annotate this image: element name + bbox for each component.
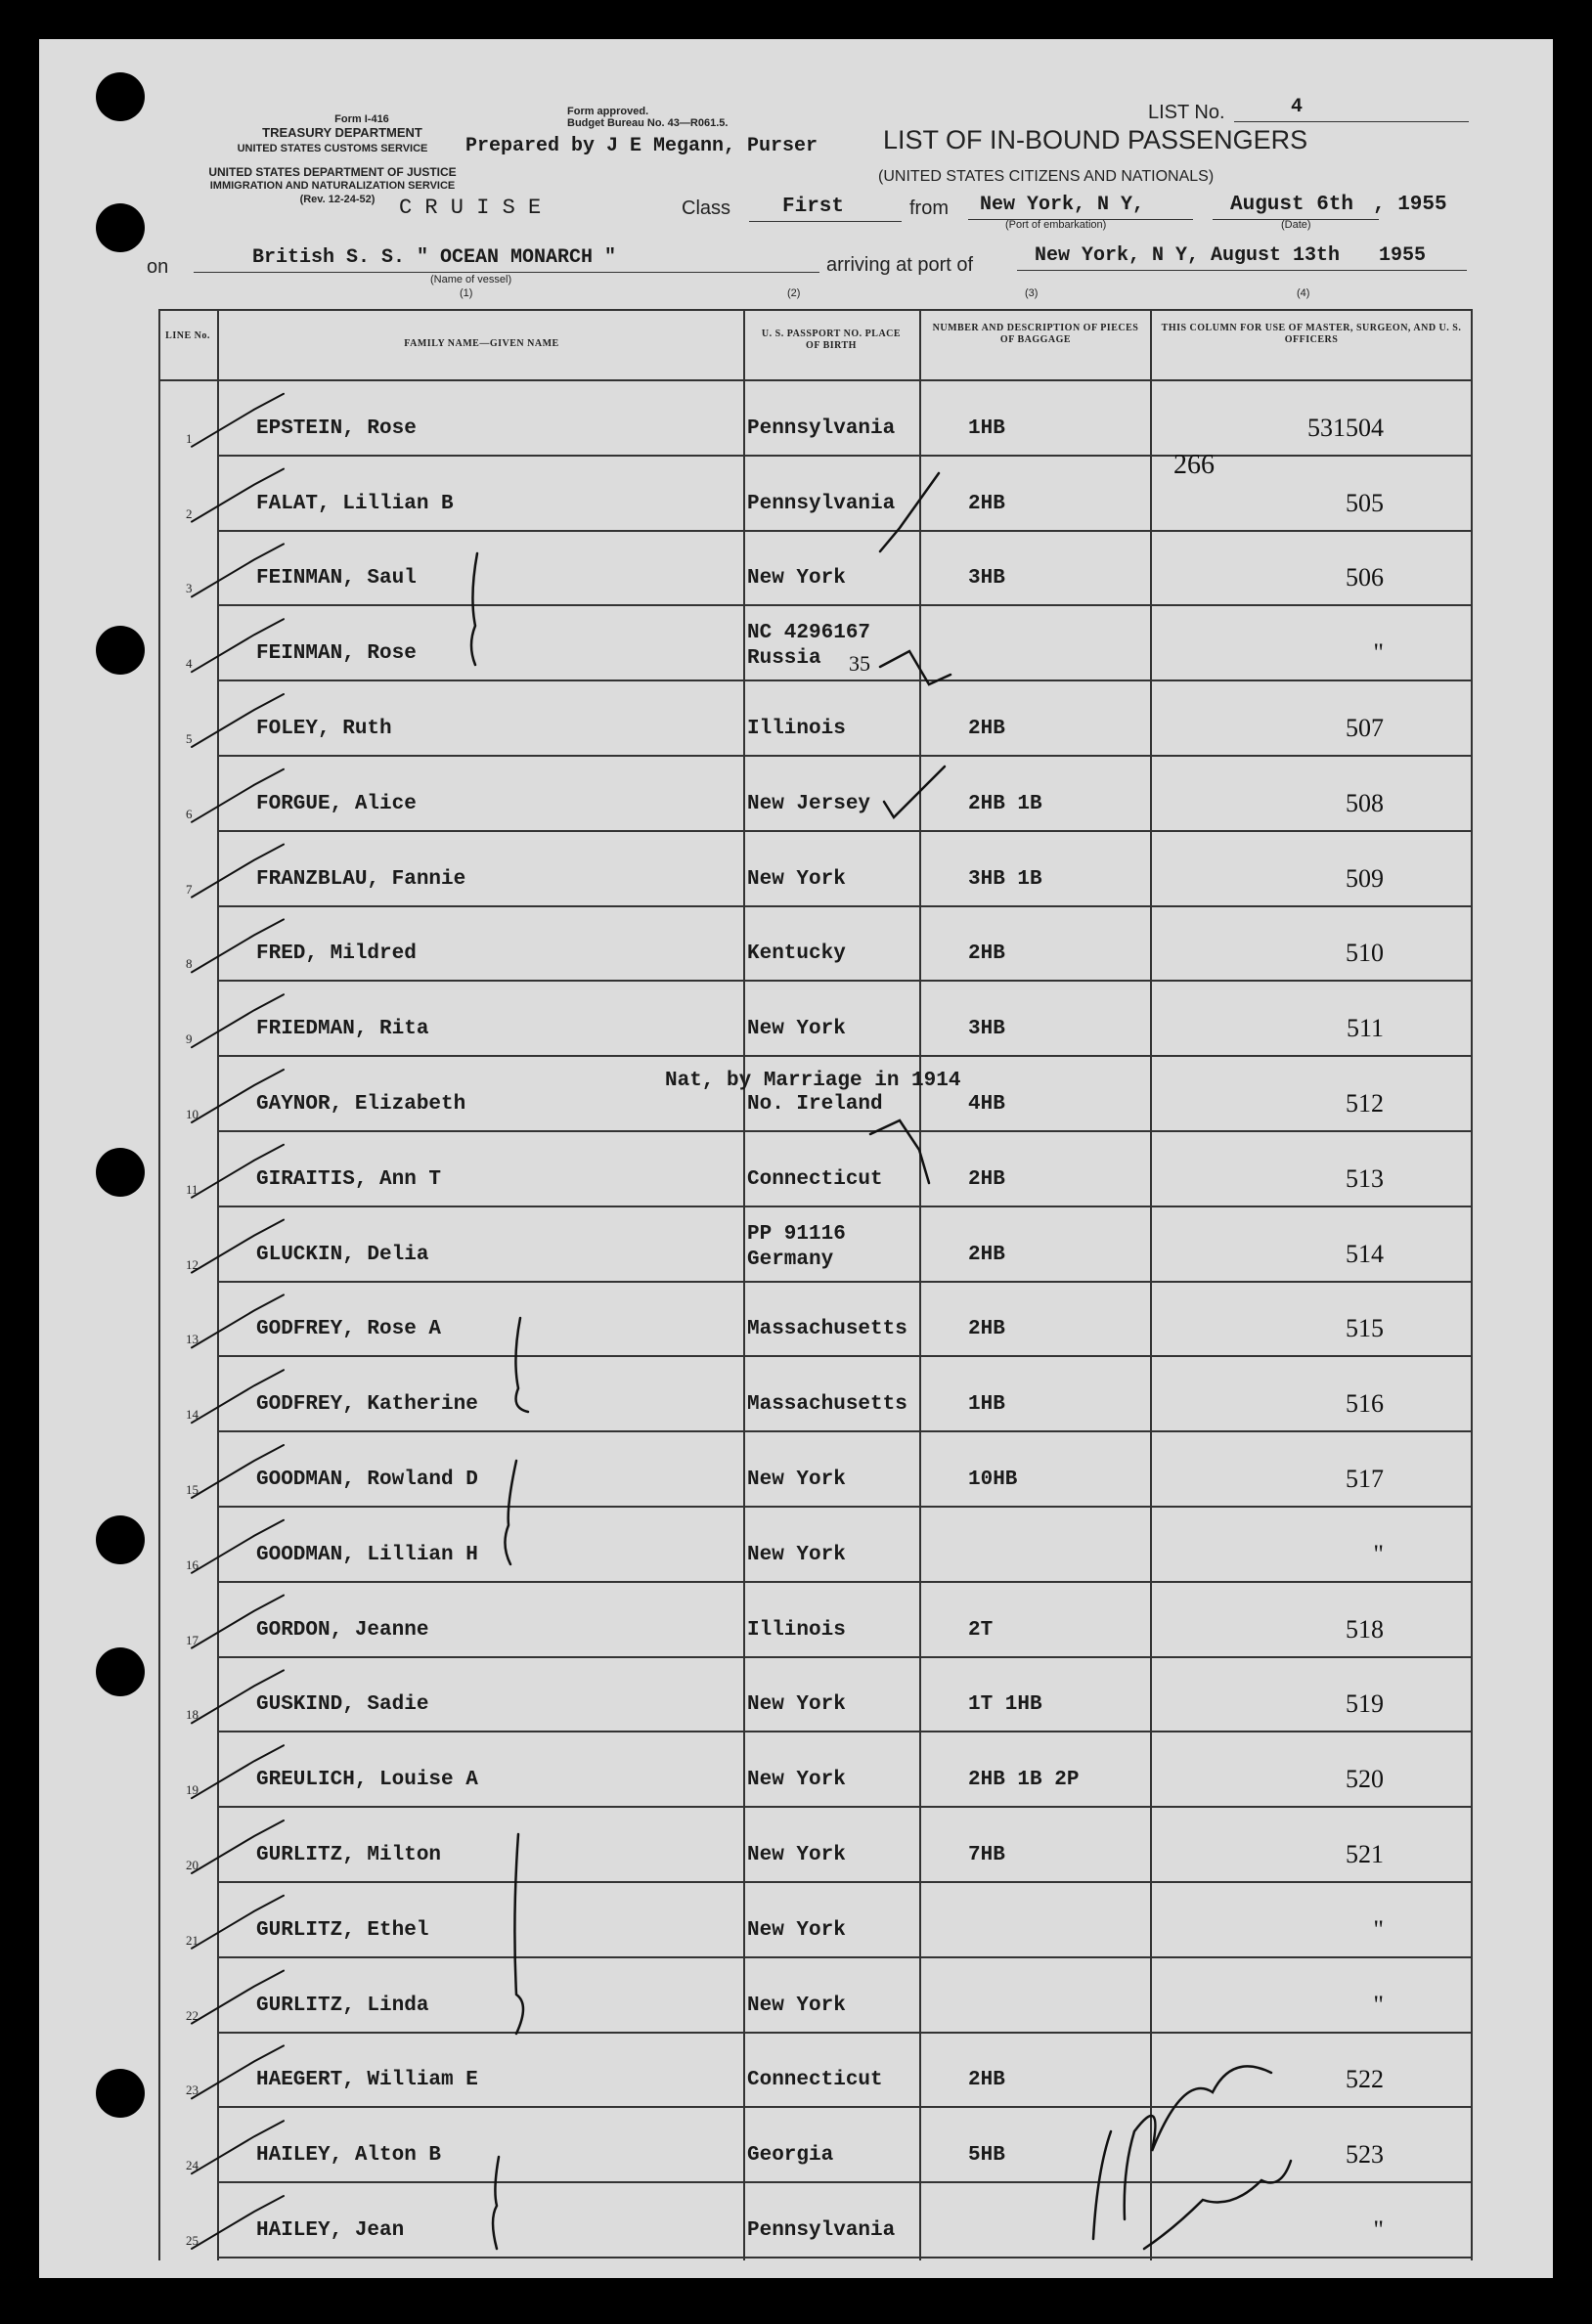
justice-dept: UNITED STATES DEPARTMENT OF JUSTICE [208, 165, 457, 179]
tick-stroke [192, 544, 284, 596]
passenger-name: HAILEY, Jean [256, 2219, 405, 2242]
place-of-birth: Georgia [747, 2144, 834, 2168]
officer-number: " [1373, 1539, 1384, 1568]
baggage: 2HB 1B 2P [968, 1769, 1080, 1792]
tick-stroke [192, 919, 284, 972]
baggage: 2HB [968, 1243, 1005, 1266]
tick-stroke [192, 845, 284, 898]
baggage: 2HB [968, 1318, 1005, 1341]
ins-service: IMMIGRATION AND NATURALIZATION SERVICE [209, 180, 456, 192]
passenger-name: FRIEDMAN, Rita [256, 1018, 429, 1041]
officer-number: 511 [1346, 1014, 1384, 1043]
place-of-birth: New York [747, 1543, 846, 1566]
line-number: 7 [186, 881, 193, 897]
place-of-birth: New York [747, 1469, 846, 1491]
officer-number: 514 [1346, 1239, 1384, 1268]
tick-stroke [192, 469, 284, 522]
baggage: 2HB [968, 943, 1005, 966]
officer-number: 510 [1346, 939, 1384, 968]
line-number: 9 [186, 1031, 193, 1047]
place-of-birth: New Jersey [747, 792, 871, 815]
col-header-passport: U. S. PASSPORT NO. PLACE OF BIRTH [761, 329, 902, 351]
passenger-name: HAILEY, Alton B [256, 2144, 442, 2168]
date-caption: (Date) [1281, 219, 1311, 231]
passenger-name: FORGUE, Alice [256, 792, 417, 815]
line-number: 22 [186, 2007, 199, 2023]
passenger-name: FOLEY, Ruth [256, 718, 392, 740]
place-of-birth: No. Ireland [747, 1093, 883, 1116]
tick-stroke [192, 1971, 284, 2024]
list-no-label: LIST No. [1148, 102, 1225, 123]
officer-number: 508 [1346, 788, 1384, 817]
prepared-by: Prepared by J E Megann, Purser [465, 135, 818, 157]
col-ref-2: (2) [787, 287, 801, 299]
tick-stroke [192, 1896, 284, 1949]
tick-stroke [192, 1520, 284, 1573]
list-subtitle: (UNITED STATES CITIZENS AND NATIONALS) [878, 168, 1215, 185]
tick-stroke [192, 1820, 284, 1873]
officer-number: " [1373, 2215, 1384, 2244]
baggage: 2HB [968, 492, 1005, 515]
from-port: New York, N Y, [980, 194, 1145, 216]
line-number: 11 [186, 1181, 199, 1197]
tick-stroke [192, 1070, 284, 1122]
place-of-birth: Connecticut [747, 2069, 883, 2092]
from-year: , 1955 [1373, 194, 1447, 216]
officer-number: 506 [1346, 563, 1384, 592]
tick-stroke [192, 1596, 284, 1648]
annotation-russia: 35 [849, 651, 870, 676]
bracket-hailey [493, 2157, 499, 2249]
revision: (Rev. 12-24-52) [299, 194, 376, 205]
on-label: on [147, 256, 169, 278]
place-of-birth: Connecticut [747, 1167, 883, 1191]
passenger-name: GLUCKIN, Delia [256, 1243, 429, 1266]
place-of-birth: Massachusetts [747, 1318, 907, 1341]
officer-number: 513 [1346, 1163, 1384, 1193]
treasury-dept: TREASURY DEPARTMENT [262, 125, 422, 140]
officer-number: 531504 [1307, 413, 1384, 442]
vessel-caption: (Name of vessel) [430, 274, 512, 285]
passenger-name: GODFREY, Katherine [256, 1393, 478, 1417]
line-number: 4 [186, 656, 193, 672]
baggage: 3HB 1B [968, 867, 1042, 891]
passenger-name: FALAT, Lillian B [256, 492, 454, 515]
baggage: 2HB [968, 2069, 1005, 2092]
bracket-goodman [505, 1461, 516, 1564]
officer-number: 518 [1346, 1614, 1384, 1644]
arrival-info: New York, N Y, August 13th [1035, 244, 1341, 267]
passenger-name: GORDON, Jeanne [256, 1618, 429, 1642]
passenger-name: GODFREY, Rose A [256, 1318, 442, 1341]
passenger-name: GURLITZ, Milton [256, 1844, 442, 1866]
baggage: 2HB [968, 718, 1005, 740]
officer-number: 520 [1346, 1765, 1384, 1794]
officer-number: " [1373, 1990, 1384, 2019]
baggage: 5HB [968, 2144, 1005, 2168]
annotation-266: 266 [1173, 450, 1215, 480]
place-of-birth: Pennsylvania [747, 2219, 896, 2242]
list-title: LIST OF IN-BOUND PASSENGERS [883, 125, 1308, 154]
tick-stroke [192, 1145, 284, 1198]
annotation-naturalized: Nat, by Marriage in 1914 [665, 1070, 961, 1092]
place-of-birth: Pennsylvania [747, 417, 896, 440]
passenger-name: GURLITZ, Ethel [256, 1918, 429, 1942]
customs-service: UNITED STATES CUSTOMS SERVICE [237, 143, 428, 154]
officer-number: " [1373, 638, 1384, 668]
tally-mark [870, 1120, 929, 1183]
tick-stroke [192, 1220, 284, 1273]
class-value: First [782, 196, 845, 218]
officer-number: 509 [1346, 863, 1384, 893]
passenger-name: HAEGERT, William E [256, 2069, 478, 2092]
place-of-birth: New York [747, 1994, 846, 2017]
line-number: 3 [186, 581, 193, 596]
cruise-stamp: C R U I S E [399, 196, 542, 220]
baggage: 4HB [968, 1093, 1005, 1116]
passenger-name: FRED, Mildred [256, 943, 417, 966]
arrival-year: 1955 [1379, 244, 1427, 267]
tick-stroke [192, 1445, 284, 1498]
place-of-birth: New York [747, 1693, 846, 1717]
line-number: 12 [186, 1256, 199, 1272]
place-of-birth: New York [747, 1769, 846, 1792]
baggage: 2T [968, 1618, 994, 1642]
line-number: 23 [186, 2083, 199, 2098]
form-number: Form I-416 [334, 113, 389, 125]
officer-number: 522 [1346, 2065, 1384, 2094]
tick-stroke [192, 394, 284, 447]
col-header-name: FAMILY NAME—GIVEN NAME [404, 338, 559, 349]
line-number: 24 [186, 2158, 199, 2173]
line-number: 8 [186, 956, 193, 972]
tick-stroke [192, 2121, 284, 2173]
passenger-name: GIRAITIS, Ann T [256, 1167, 442, 1191]
baggage: 1HB [968, 1393, 1005, 1417]
place-of-birth: NC 4296167 Russia [747, 622, 871, 671]
passenger-name: FEINMAN, Rose [256, 642, 417, 666]
check-mark-new-jersey [884, 767, 945, 817]
line-number: 13 [186, 1332, 199, 1347]
place-of-birth: Illinois [747, 1618, 846, 1642]
line-number: 5 [186, 731, 193, 746]
tick-stroke [192, 1370, 284, 1423]
list-no: 4 [1291, 96, 1304, 118]
budget-bureau: Budget Bureau No. 43—R061.5. [567, 117, 729, 129]
baggage: 1HB [968, 417, 1005, 440]
baggage: 3HB [968, 567, 1005, 591]
vessel-name: British S. S. " OCEAN MONARCH " [252, 246, 617, 269]
col-header-line-no: LINE No. [165, 330, 210, 341]
passenger-name: GOODMAN, Rowland D [256, 1469, 478, 1491]
tick-stroke [192, 1294, 284, 1347]
place-of-birth: New York [747, 1918, 846, 1942]
line-number: 19 [186, 1782, 199, 1798]
officer-number: 517 [1346, 1465, 1384, 1493]
officer-number: 519 [1346, 1689, 1384, 1719]
line-number: 21 [186, 1932, 199, 1948]
signature [1093, 2066, 1291, 2249]
tick-stroke [192, 1745, 284, 1798]
tick-stroke [192, 1670, 284, 1723]
officer-number: 505 [1346, 488, 1384, 517]
line-number: 25 [186, 2233, 199, 2248]
passenger-name: GOODMAN, Lillian H [256, 1543, 478, 1566]
port-caption: (Port of embarkation) [1005, 219, 1107, 231]
from-label: from [909, 197, 949, 219]
passenger-name: GURLITZ, Linda [256, 1994, 429, 2017]
from-date: August 6th [1230, 194, 1354, 216]
tick-stroke [192, 2196, 284, 2249]
line-number: 2 [186, 505, 193, 521]
form-approved: Form approved. [567, 106, 649, 117]
baggage: 3HB [968, 1018, 1005, 1041]
line-number: 20 [186, 1858, 199, 1872]
line-number: 1 [186, 430, 193, 446]
place-of-birth: New York [747, 567, 846, 591]
tick-stroke [192, 769, 284, 822]
passenger-name: GREULICH, Louise A [256, 1769, 478, 1792]
baggage: 10HB [968, 1469, 1018, 1491]
officer-number: 523 [1346, 2140, 1384, 2170]
tick-stroke [192, 694, 284, 747]
tick-stroke [192, 994, 284, 1047]
officer-number: " [1373, 1914, 1384, 1944]
col-ref-4: (4) [1297, 287, 1310, 299]
baggage: 1T 1HB [968, 1693, 1042, 1717]
tally-mark [880, 651, 951, 684]
tick-stroke [192, 2045, 284, 2098]
passenger-name: FEINMAN, Saul [256, 567, 417, 591]
passenger-name: GAYNOR, Elizabeth [256, 1093, 466, 1116]
place-of-birth: New York [747, 1844, 846, 1866]
place-of-birth: Illinois [747, 718, 846, 740]
baggage: 7HB [968, 1844, 1005, 1866]
col-header-baggage: NUMBER AND DESCRIPTION OF PIECES OF BAGGAGE [932, 323, 1139, 345]
line-number: 14 [186, 1407, 199, 1423]
arriving-label: arriving at port of [826, 254, 974, 276]
col-header-officers: THIS COLUMN FOR USE OF MASTER, SURGEON, AND U. S. OFFICERS [1161, 323, 1462, 345]
officer-number: 507 [1346, 714, 1384, 742]
place-of-birth: PP 91116 Germany [747, 1222, 846, 1271]
line-number: 15 [186, 1482, 199, 1497]
check-mark-birth [880, 473, 939, 551]
line-number: 18 [186, 1707, 199, 1723]
bracket-feinman [471, 553, 477, 665]
baggage: 2HB 1B [968, 792, 1042, 815]
line-number: 16 [186, 1557, 199, 1572]
col-ref-1: (1) [460, 287, 473, 299]
officer-number: 512 [1346, 1089, 1384, 1118]
line-number: 10 [186, 1107, 199, 1121]
place-of-birth: New York [747, 1018, 846, 1041]
place-of-birth: Kentucky [747, 943, 846, 966]
passenger-name: GUSKIND, Sadie [256, 1693, 429, 1717]
place-of-birth: New York [747, 867, 846, 891]
passenger-name: EPSTEIN, Rose [256, 417, 417, 440]
tick-stroke [192, 619, 284, 672]
officer-number: 521 [1346, 1840, 1384, 1868]
bracket-gurlitz [514, 1834, 523, 2034]
class-label: Class [682, 197, 731, 219]
place-of-birth: Massachusetts [747, 1393, 907, 1417]
officer-number: 516 [1346, 1389, 1384, 1419]
place-of-birth: Pennsylvania [747, 492, 896, 515]
baggage: 2HB [968, 1167, 1005, 1191]
officer-number: 515 [1346, 1314, 1384, 1343]
line-number: 6 [186, 806, 193, 821]
line-number: 17 [186, 1632, 199, 1647]
col-ref-3: (3) [1025, 287, 1039, 299]
passenger-name: FRANZBLAU, Fannie [256, 867, 466, 891]
bracket-godfrey [515, 1318, 528, 1412]
